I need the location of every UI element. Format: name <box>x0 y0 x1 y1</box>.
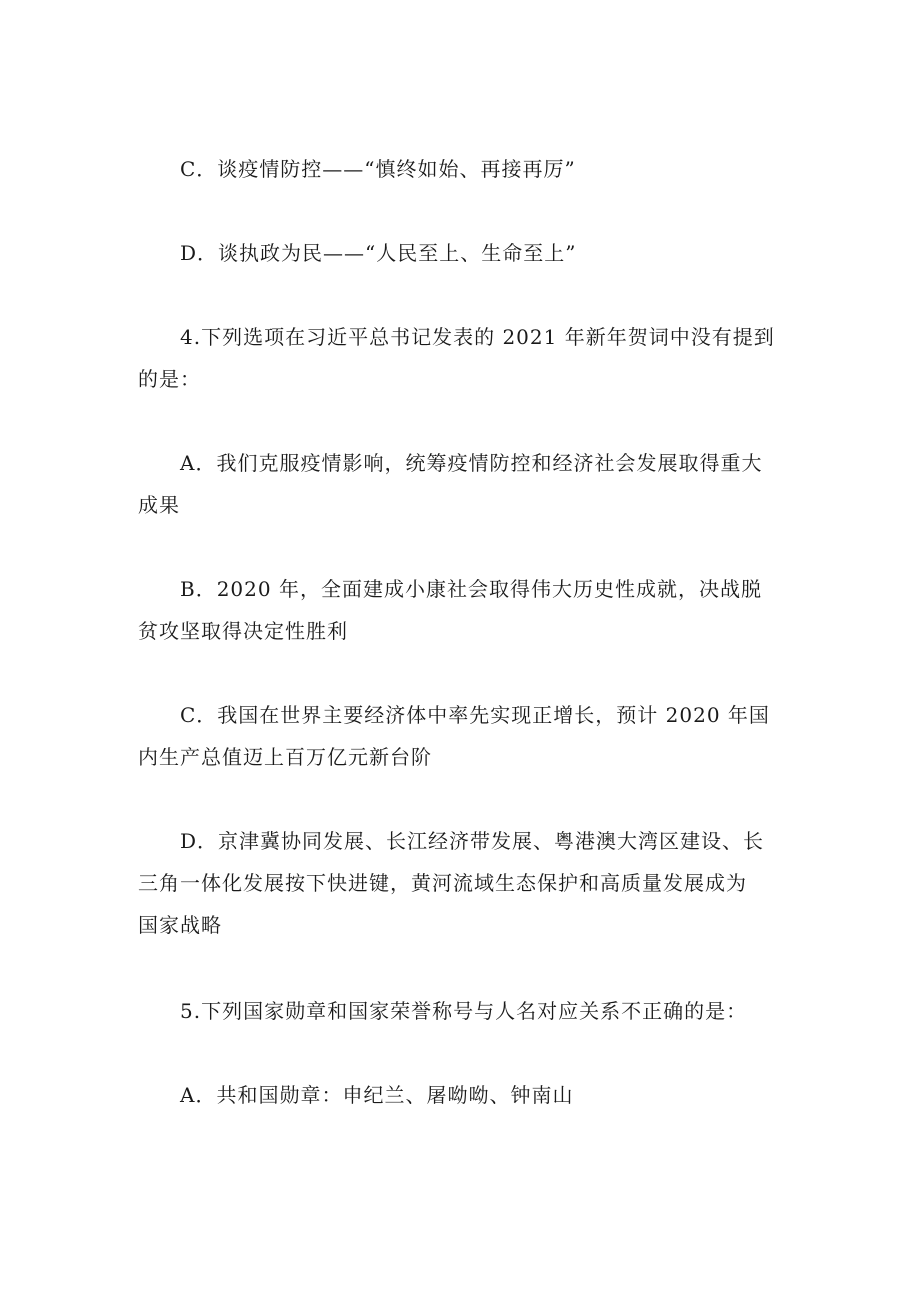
q5-option-a-text: A．共和国勋章：申纪兰、屠呦呦、钟南山 <box>180 1083 574 1107</box>
q3-option-c <box>138 148 778 190</box>
q4-stem-line1: 4.下列选项在习近平总书记发表的 2021 年新年贺词中没有提到 <box>180 325 775 349</box>
q3-option-d-text: D．谈执政为民——“人民至上、生命至上” <box>180 241 577 265</box>
q4-stem-line2: 的是： <box>138 367 201 391</box>
q4-option-b-line1: B．2020 年，全面建成小康社会取得伟大历史性成就，决战脱 <box>180 577 762 601</box>
q3-option-c-text: C．谈疫情防控——“慎终如始、再接再厉” <box>180 157 576 181</box>
q4-option-a-line2: 成果 <box>138 493 180 517</box>
q4-option-c-line2: 内生产总值迈上百万亿元新台阶 <box>138 745 432 769</box>
q4-option-d-line3: 国家战略 <box>138 913 222 937</box>
q5-option-a <box>138 1074 778 1116</box>
q4-option-d-line1: D．京津冀协同发展、长江经济带发展、粤港澳大湾区建设、长 <box>180 829 765 853</box>
q3-option-d <box>138 232 778 274</box>
q5-stem-text: 5.下列国家勋章和国家荣誉称号与人名对应关系不正确的是： <box>180 999 748 1023</box>
q4-option-a-line1: A．我们克服疫情影响，统筹疫情防控和经济社会发展取得重大 <box>180 451 763 475</box>
q4-option-b-line2: 贫攻坚取得决定性胜利 <box>138 619 348 643</box>
q4-option-d <box>138 820 778 946</box>
q4-option-c <box>138 694 778 778</box>
q4-option-a <box>138 442 778 526</box>
q4-stem <box>138 316 778 400</box>
q5-stem <box>138 990 778 1032</box>
q4-option-d-line2: 三角一体化发展按下快进键，黄河流域生态保护和高质量发展成为 <box>138 871 747 895</box>
q4-option-b <box>138 568 778 652</box>
q4-option-c-line1: C．我国在世界主要经济体中率先实现正增长，预计 2020 年国 <box>180 703 770 727</box>
